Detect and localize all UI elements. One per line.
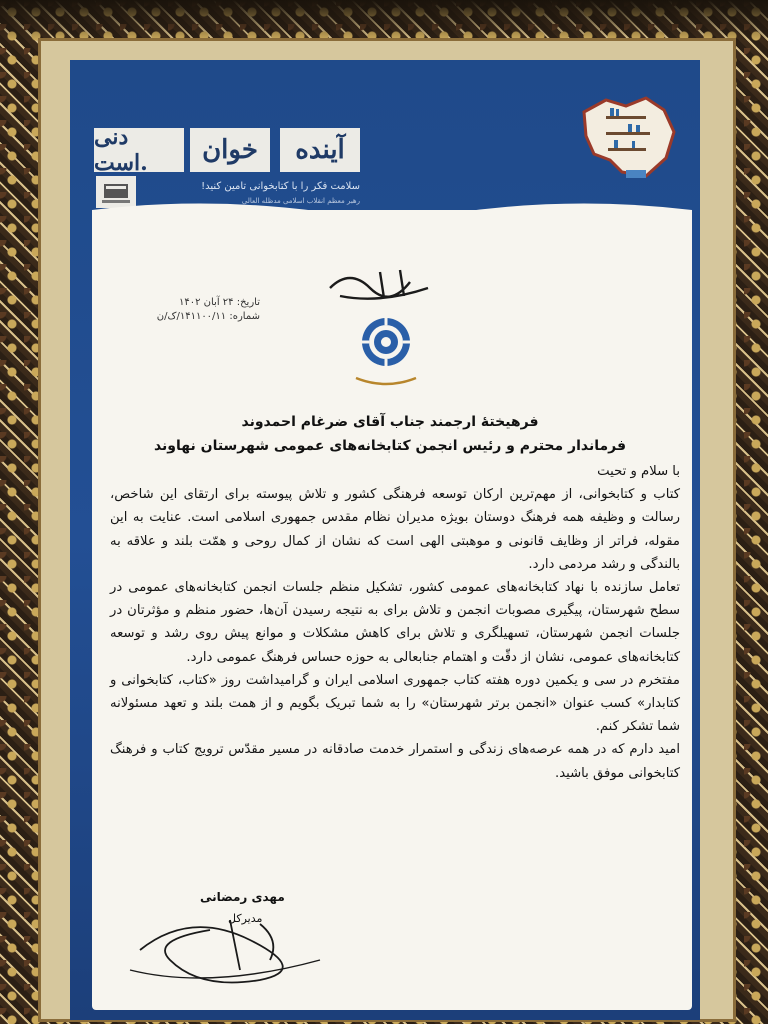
paragraph-2: تعامل سازنده با نهاد کتابخانه‌های عمومی کشور، تشکیل منظم جلسات انجمن کتابخانه‌های عمومی در سطح شهرستان، پیگیری مصوبات انجمن و تلاش برای به نتیجه رسیدن آن‌ها، حضور منظم و مؤثرتان در جلسات انجمن شهرستان، تسهیلگری و تلاش برای کاهش مشکلات و موانع پیش روی رشد و توسعه کتابخانه‌های عمومی، نشان از دقّت و اهتمام جنابعالی به حوزه حساس فرهنگ عمومی دارد. xyxy=(110,580,680,665)
letter-meta xyxy=(140,296,260,324)
paragraph-4: امید دارم که در همه عرصه‌های زندگی و استمرار خدمت صادقانه در مسیر مقدّس ترویج کتاب و فرهنگ کتابخوانی موفق باشید. xyxy=(110,742,680,781)
library-organization-logo xyxy=(350,312,422,390)
greeting: با سلام و تحیت xyxy=(597,464,680,479)
paragraph-1: کتاب و کتابخوانی، از مهم‌ترین ارکان توسعه فرهنگی کشور و تلاش پیوسته برای ارتقای این شاخص، رسالت و وظیفه همه فرهنگ دوستان بویژه مدیران نظام مقدس جمهوری اسلامی است. عنایت به این مقوله، فراتر از وظایف قانونی و موهبتی الهی است که نشان از کمال روحی و همّت بلند و علاقه به بالندگی و رشد مردمی دارد. xyxy=(110,487,680,572)
frame-shadow xyxy=(0,0,768,40)
slogan-part-2: خوان xyxy=(190,128,270,172)
paragraph-3: مفتخرم در سی و یکمین دوره هفته کتاب جمهوری اسلامی ایران و گرامیداشت روز «کتاب، کتابخوانی و کتابدار» کسب عنوان «انجمن برتر شهرستان» را به شما تبریک بگویم و از همت بلند و تعهد مسئولانه شما تشکر کنم. xyxy=(110,672,680,735)
letter-date: تاریخ: ۲۴ آبان ۱۴۰۲ xyxy=(179,297,260,308)
letter-body xyxy=(110,460,680,785)
signer-name: مهدی رمضانی xyxy=(200,890,285,904)
recipient-block xyxy=(120,410,660,458)
iran-map-bookshelf-icon xyxy=(576,92,680,184)
letter-number: شماره: ۱۴۱۱۰۰/۱۱/ک/ن xyxy=(156,311,260,322)
signer-title: مدیرکل xyxy=(228,912,263,925)
quote-source: رهبر معظم انقلاب اسلامی مدظله العالی xyxy=(241,197,360,205)
slogan-part-1: آینده xyxy=(280,128,360,172)
recipient-name: فرهیختهٔ ارجمند جناب آقای ضرغام احمدوند xyxy=(241,414,539,430)
recipient-title: فرماندار محترم و رئیس انجمن کتابخانه‌های عمومی شهرستان نهاوند xyxy=(153,438,627,454)
handwritten-signature xyxy=(110,880,330,990)
quote-text: سلامت فکر را با کتابخوانی تامین کنید! xyxy=(201,181,360,192)
slogan-part-3: دنی است. xyxy=(94,128,184,172)
bismillah-calligraphy xyxy=(320,258,440,306)
